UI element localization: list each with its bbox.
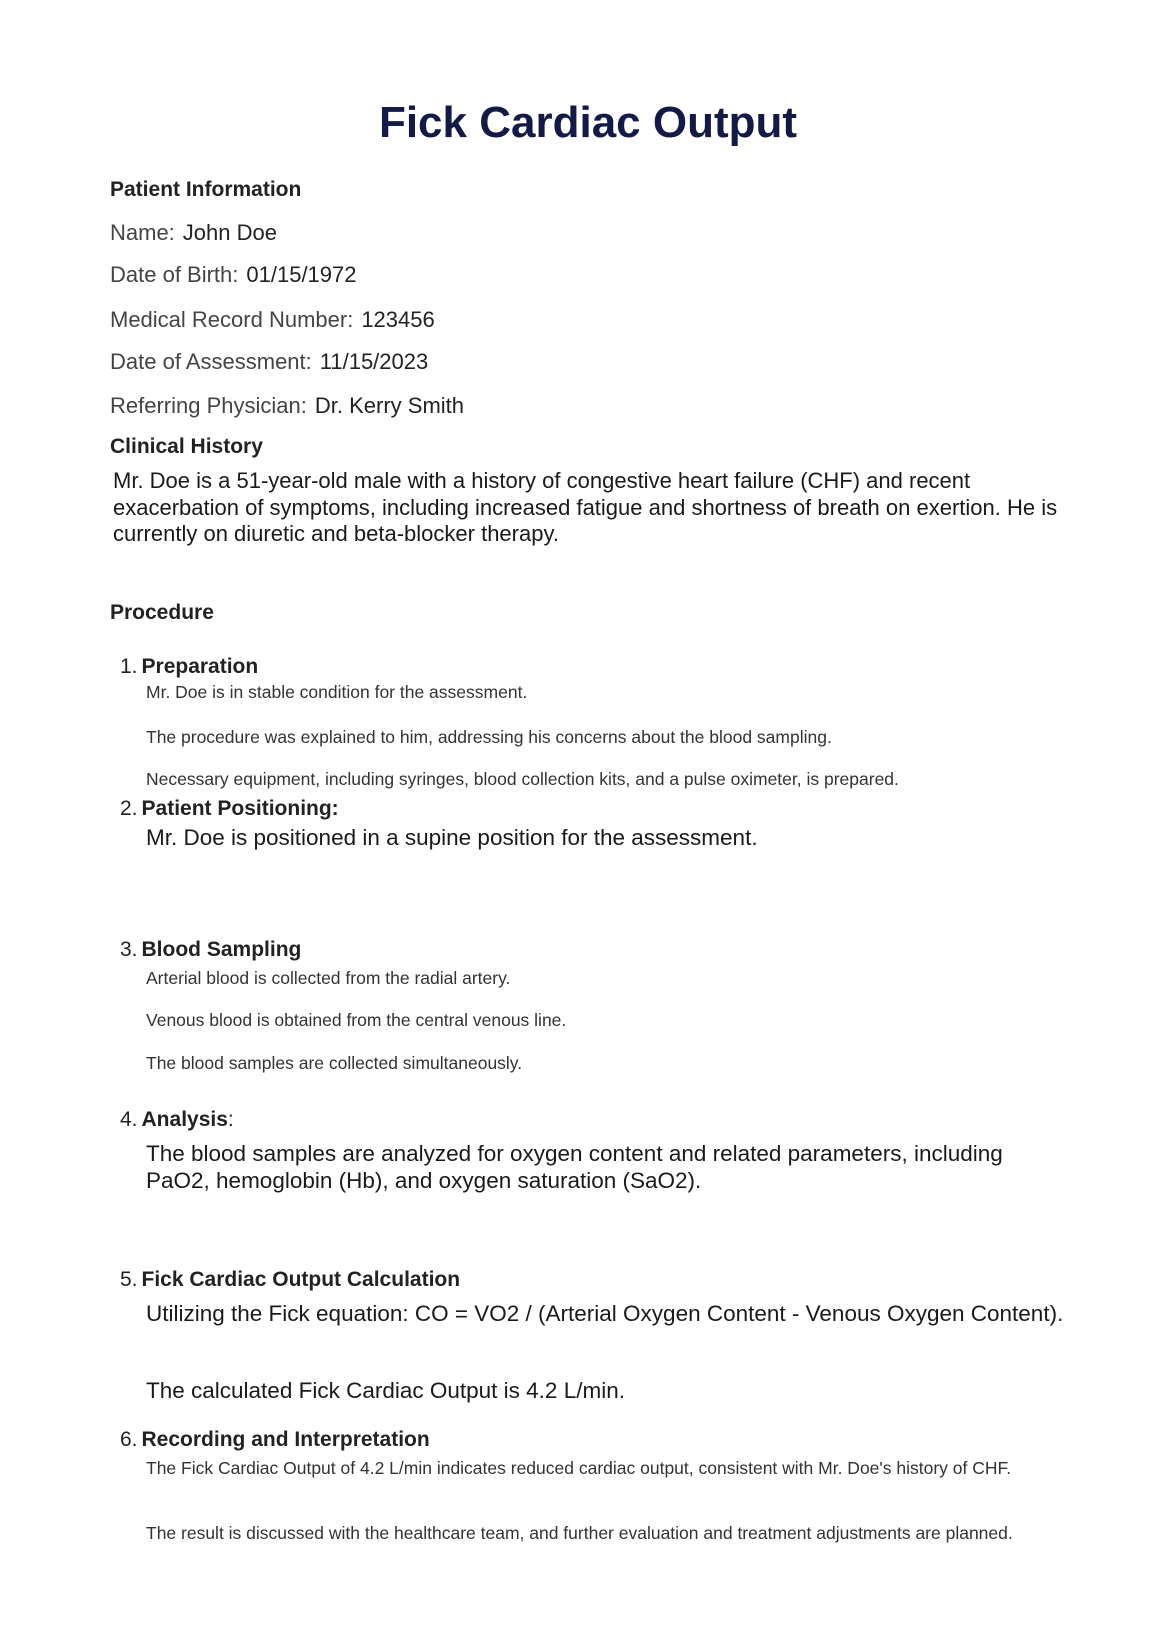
step-number: 4. [120,1108,138,1131]
step-text: Mr. Doe is in stable condition for the assessment. [146,682,528,702]
step-text: Mr. Doe is positioned in a supine position for the assessment. [146,825,758,850]
step-number: 1. [120,655,138,678]
field-referring-physician [110,393,464,419]
step-number: 3. [120,938,138,961]
step-title: Blood Sampling [141,938,302,961]
step-2-heading [120,797,339,821]
clinical-history-text: Mr. Doe is a 51-year-old male with a history of congestive heart failure (CHF) and recent exacerbation of symptoms, including increased fatigue and shortness of breath on exertion. He is currently on diuretic and beta-blocker therapy. [113,468,1058,546]
step-text: Venous blood is obtained from the central venous line. [146,1010,567,1030]
field-assessment-date [110,349,428,375]
step-number: 6. [120,1428,138,1451]
step-title: Preparation [141,655,259,678]
step-4-heading [120,1108,234,1132]
step-number: 5. [120,1268,138,1291]
step-text: The blood samples are collected simultaneously. [146,1053,523,1073]
page-title: Fick Cardiac Output [378,98,798,147]
field-value: 11/15/2023 [319,349,429,374]
step-5-heading [120,1268,460,1292]
step-text: The procedure was explained to him, addressing his concerns about the blood sampling. [146,727,832,747]
step-title: Analysis [141,1108,228,1131]
step-3-heading [120,938,301,962]
step-text: The Fick Cardiac Output of 4.2 L/min indicates reduced cardiac output, consistent with Mr. Doe's history of CHF. [146,1458,1012,1478]
step-text: Necessary equipment, including syringes, blood collection kits, and a pulse oximeter, is prepared. [146,769,899,789]
clinical-history-heading: Clinical History [110,435,263,458]
field-label: Date of Birth: [110,262,239,287]
patient-info-heading: Patient Information [110,178,302,201]
field-name [110,220,277,246]
field-label: Date of Assessment: [110,349,312,374]
step-text: The result is discussed with the healthcare team, and further evaluation and treatment adjustments are planned. [146,1523,1013,1543]
step-text: Arterial blood is collected from the radial artery. [146,968,511,988]
step-number: 2. [120,797,138,820]
field-value: John Doe [182,220,277,245]
field-label: Referring Physician: [110,393,307,418]
step-1-heading [120,655,258,679]
field-label: Name: [110,220,175,245]
step-title: Recording and Interpretation [141,1428,430,1451]
field-dob [110,262,357,288]
step-text: The calculated Fick Cardiac Output is 4.2 L/min. [146,1378,625,1403]
field-value: Dr. Kerry Smith [314,393,465,418]
step-title: Fick Cardiac Output Calculation [141,1268,461,1291]
step-text: The blood samples are analyzed for oxygen content and related parameters, including PaO2, hemoglobin (Hb), and oxygen saturation (SaO2). [146,1141,1003,1193]
procedure-heading: Procedure [110,601,214,624]
field-label: Medical Record Number: [110,307,354,332]
field-mrn [110,307,435,333]
step-title: Patient Positioning: [141,797,339,820]
step-6-heading [120,1428,430,1452]
field-value: 123456 [361,307,435,332]
step-text: Utilizing the Fick equation: CO = VO2 / (Arterial Oxygen Content - Venous Oxygen Content). [146,1301,1064,1326]
step-title-suffix: : [227,1108,234,1131]
field-value: 01/15/1972 [246,262,357,287]
